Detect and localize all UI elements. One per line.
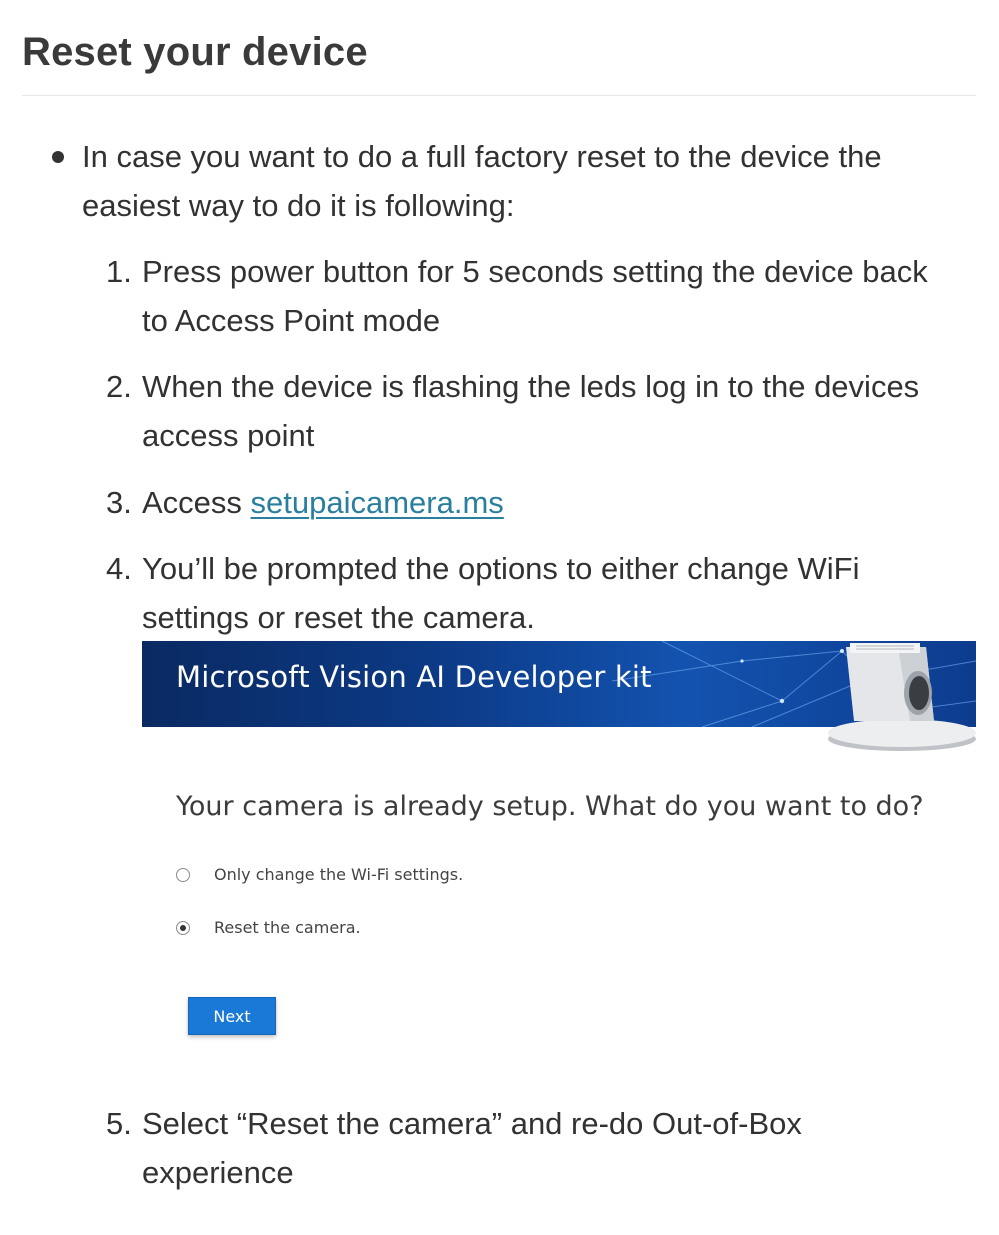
title-divider (22, 95, 976, 96)
step-number: 2. (106, 369, 132, 404)
step-line: access point (142, 418, 315, 453)
option-label: Reset the camera. (214, 918, 361, 937)
step-text (142, 1099, 982, 1197)
step-number: 5. (106, 1106, 132, 1141)
camera-icon (806, 641, 976, 753)
next-button[interactable]: Next (188, 997, 276, 1035)
page-title: Reset your device (22, 30, 368, 74)
step-text (142, 478, 982, 527)
step-line: settings or reset the camera. (142, 600, 535, 635)
radio-checked-icon[interactable] (176, 921, 190, 935)
banner-title: Microsoft Vision AI Developer kit (176, 660, 652, 694)
step-text (142, 362, 982, 460)
step-number: 1. (106, 254, 132, 289)
step-line: Press power button for 5 seconds setting the device back (142, 254, 928, 289)
intro-text: In case you want to do a full factory reset to the device the easiest way to do it is following: (82, 139, 882, 223)
bullet-dot-icon (52, 151, 64, 163)
step-line: When the device is flashing the leds log in to the devices (142, 369, 920, 404)
step-text (142, 247, 982, 345)
setup-link[interactable]: setupaicamera.ms (250, 485, 504, 520)
setup-question: Your camera is already setup. What do you want to do? (176, 791, 924, 822)
step-text (142, 544, 982, 642)
embedded-screenshot (142, 641, 976, 1071)
step-line: experience (142, 1155, 294, 1190)
step-number: 3. (106, 485, 132, 520)
step-prefix: Access (142, 485, 251, 520)
step-line: Select “Reset the camera” and re-do Out-of-Box (142, 1106, 802, 1141)
radio-unchecked-icon[interactable] (176, 868, 190, 882)
option-label: Only change the Wi-Fi settings. (214, 865, 464, 884)
step-line: to Access Point mode (142, 303, 441, 338)
step-number: 4. (106, 551, 132, 586)
step-line: You’ll be prompted the options to either change WiFi (142, 551, 860, 586)
